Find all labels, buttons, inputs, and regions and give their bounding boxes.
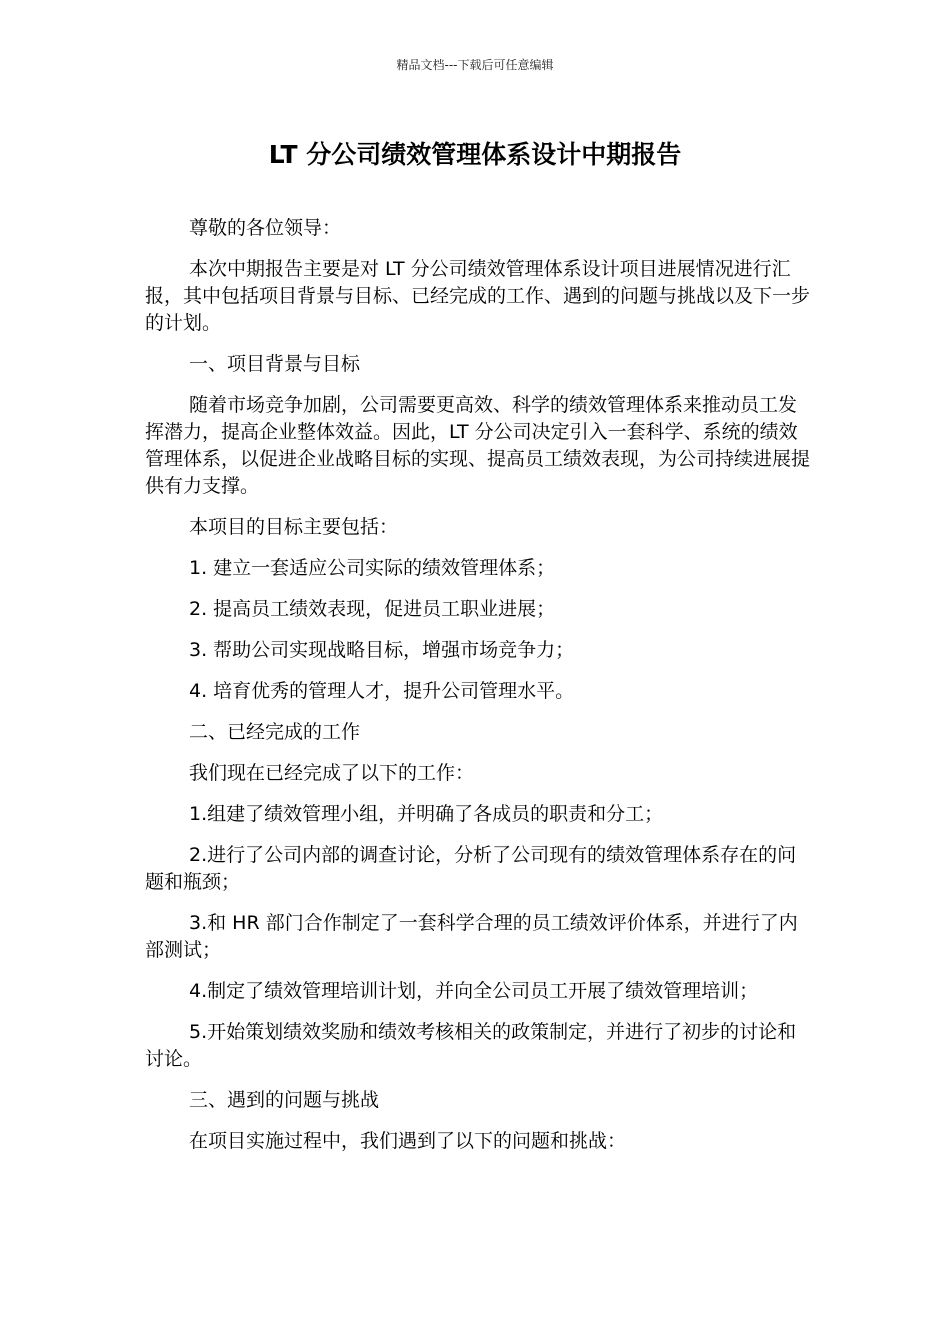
salutation: 尊敬的各位领导： — [189, 217, 342, 239]
section-heading-2: 二、已经完成的工作 — [189, 721, 361, 743]
section-heading-1: 一、项目背景与目标 — [189, 353, 361, 375]
completed-item: 4.制定了绩效管理培训计划，并向全公司员工开展了绩效管理培训； — [189, 980, 759, 1002]
goal-item: 1. 建立一套适应公司实际的绩效管理体系； — [189, 557, 556, 579]
section-heading-3: 三、遇到的问题与挑战 — [189, 1089, 380, 1111]
goal-item: 3. 帮助公司实现战略目标，增强市场竞争力； — [189, 639, 575, 661]
goals-intro: 本项目的目标主要包括： — [189, 516, 399, 538]
background-paragraph: 随着市场竞争加剧，公司需要更高效、科学的绩效管理体系来推动员工发挥潜力，提高企业整体效益。因此，LT 分公司决定引入一套科学、系统的绩效管理体系，以促进企业战略目标的实现、提高员工绩效表现，为公司持续进展提供有力支撑。 — [145, 394, 811, 497]
completed-intro: 我们现在已经完成了以下的工作： — [189, 762, 475, 784]
goal-item: 4. 培育优秀的管理人才，提升公司管理水平。 — [189, 680, 575, 702]
page-header: 精品文档---下载后可任意编辑 — [396, 58, 554, 72]
document-title: LT 分公司绩效管理体系设计中期报告 — [268, 140, 682, 169]
completed-item: 3.和 HR 部门合作制定了一套科学合理的员工绩效评价体系，并进行了内部测试； — [145, 912, 798, 961]
challenges-intro: 在项目实施过程中，我们遇到了以下的问题和挑战： — [189, 1130, 627, 1152]
completed-item: 2.进行了公司内部的调查讨论，分析了公司现有的绩效管理体系存在的问题和瓶颈； — [145, 844, 797, 893]
document-body — [145, 215, 810, 1169]
goal-item: 2. 提高员工绩效表现，促进员工职业进展； — [189, 598, 556, 620]
completed-item: 5.开始策划绩效奖励和绩效考核相关的政策制定，并进行了初步的讨论和讨论。 — [145, 1021, 797, 1070]
intro-paragraph: 本次中期报告主要是对 LT 分公司绩效管理体系设计项目进展情况进行汇报，其中包括项目背景与目标、已经完成的工作、遇到的问题与挑战以及下一步的计划。 — [145, 258, 811, 334]
completed-item: 1.组建了绩效管理小组，并明确了各成员的职责和分工； — [189, 803, 664, 825]
